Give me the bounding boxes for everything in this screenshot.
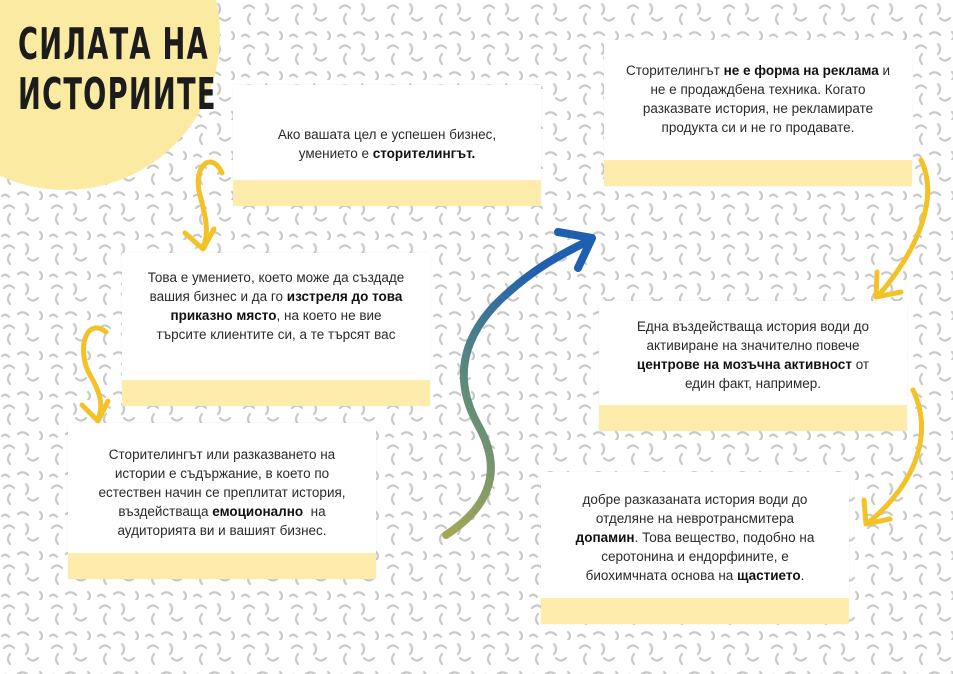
title-line-1: СИЛАТА НА xyxy=(18,19,209,70)
card-dopamine xyxy=(541,472,849,624)
card-highlight-strip xyxy=(604,160,912,186)
card-text: Това е умението, което може да създаде вашия бизнес и да го изстреля до това приказно място, на което не вие търсите клиентите си, а те търсят вас xyxy=(147,270,405,342)
title-line-2: ИСТОРИИТЕ xyxy=(18,69,217,120)
card-not-advertising xyxy=(604,40,912,186)
card-text: Една въздействаща история води до активиране на значително повече центрове на мозъчна активност от един факт, например. xyxy=(636,319,870,391)
card-highlight-strip xyxy=(68,553,376,579)
page-title xyxy=(18,20,217,120)
card-highlight-strip xyxy=(541,598,849,624)
card-brain-activity xyxy=(599,301,907,431)
card-highlight-strip xyxy=(233,180,541,206)
card-success-business xyxy=(233,85,541,206)
card-highlight-strip xyxy=(122,380,430,406)
card-text: добре разказаната история води до отделяне на невротрансмитера допамин. Това вещество, подобно на серотонина и ендорфините, е биохимчната основа на щастието. xyxy=(575,492,815,583)
card-storytelling-definition xyxy=(68,423,376,579)
card-skill xyxy=(122,253,430,406)
card-highlight-strip xyxy=(599,405,907,431)
card-text: Ако вашата цел е успешен бизнес, умението е сторителингът. xyxy=(277,127,497,161)
card-text: Сторителингът не е форма на реклама и не е продаждбена техника. Когато разказвате история, не рекламирате продукта си и не го продавате. xyxy=(625,63,891,135)
card-text: Сторителингът или разказването на истории е съдържание, в което по естествен начин се преплитат история, въздействаща емоционално на аудиторията ви и вашият бизнес. xyxy=(98,447,346,538)
